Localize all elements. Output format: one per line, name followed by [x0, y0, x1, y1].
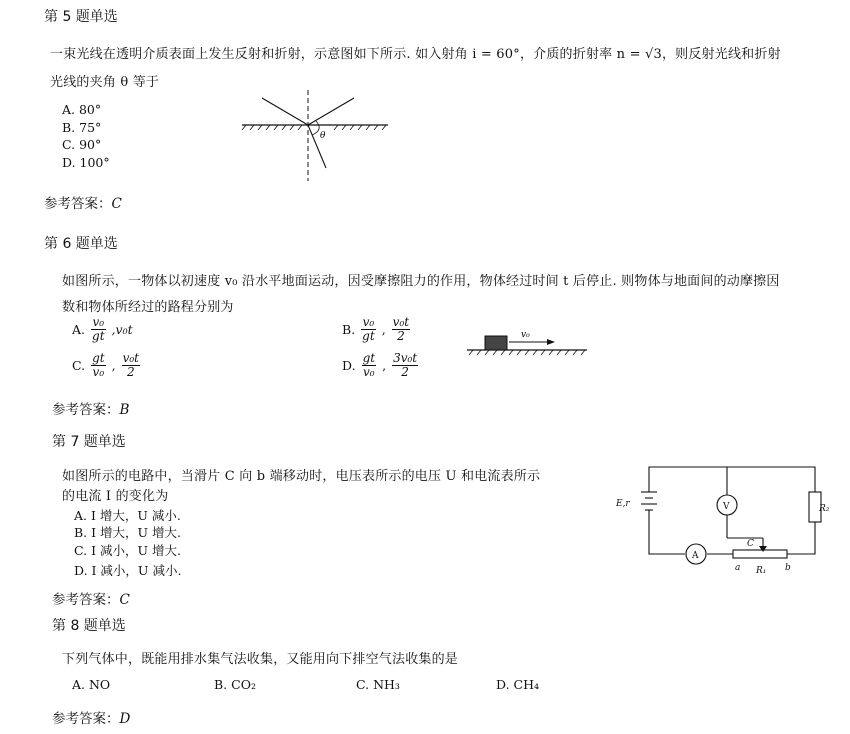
q5-refraction-figure — [240, 88, 390, 183]
q7-option-d: D. I 减小，U 减小. — [74, 563, 182, 578]
q6-option-c-fraction-1: $\frac{gt}{\text{v₀}}$ — [92, 351, 105, 379]
q7-end-b-label: b — [785, 563, 791, 573]
q6-option-c-letter: C. — [72, 358, 86, 373]
q7-option-b: B. I 增大，U 增大. — [74, 525, 182, 540]
q8-answer-value: D — [119, 711, 131, 727]
q6-option-b-letter: B. — [342, 322, 356, 337]
q5-stem-line2: 光线的夹角 θ 等于 — [50, 75, 160, 90]
q7-option-a: A. I 增大，U 减小. — [74, 508, 181, 523]
q8-option-c: C. NH₃ — [356, 677, 400, 692]
q6-header: 第 6 题单选 — [44, 236, 118, 252]
q6-option-b-fraction-1: $\frac{\text{v₀}}{gt}$ — [362, 315, 375, 343]
q5-theta-label: θ — [320, 131, 326, 141]
q6-option-b-fraction-2: $\frac{\text{v₀t}}{2}$ — [392, 315, 410, 343]
q7-voltmeter-label: V — [723, 502, 730, 512]
q5-header: 第 5 题单选 — [44, 9, 118, 25]
q7-source-label: E,r — [616, 499, 630, 509]
q7-ammeter-label: A — [692, 551, 699, 561]
q8-header: 第 8 题单选 — [52, 618, 126, 634]
q8-answer-label: 参考答案： — [52, 711, 120, 727]
q6-option-d-fraction-1: $\frac{gt}{\text{v₀}}$ — [362, 351, 376, 379]
q8-stem-line1: 下列气体中，既能用排水集气法收集，又能用向下排空气法收集的是 — [62, 652, 459, 667]
q7-end-a-label: a — [735, 563, 741, 573]
q7-stem-line1: 如图所示的电路中，当滑片 C 向 b 端移动时，电压表所示的电压 U 和电流表所示 — [62, 469, 541, 484]
q7-answer — [52, 588, 130, 608]
q6-option-a — [72, 316, 133, 343]
q7-r2-label: R₂ — [819, 504, 830, 514]
q7-slider-label: C — [747, 539, 754, 549]
q5-answer-label: 参考答案： — [44, 196, 112, 212]
q7-answer-value: C — [119, 592, 130, 608]
q5-option-b: B. 75° — [62, 120, 102, 135]
q7-header: 第 7 题单选 — [52, 434, 126, 450]
q6-option-a-tail: ,v₀t — [111, 322, 133, 337]
q6-velocity-label: v₀ — [521, 330, 530, 340]
q6-option-d: D. $\frac{gt}{\text{v₀}}$ , $\frac{\text{3v₀t}}{2}$ — [342, 351, 418, 379]
q6-option-b: B. $\frac{\text{v₀}}{gt}$ , $\frac{\text{v₀t}}{2}$ — [342, 315, 410, 343]
q6-answer — [52, 398, 129, 418]
q5-option-a: A. 80° — [62, 102, 102, 117]
q7-option-c: C. I 减小，U 增大. — [74, 543, 181, 558]
q6-answer-label: 参考答案： — [52, 402, 120, 418]
q6-option-d-fraction-2: $\frac{\text{3v₀t}}{2}$ — [393, 351, 418, 379]
q6-block-figure — [465, 326, 590, 366]
q5-option-d: D. 100° — [62, 155, 110, 170]
q7-r1-label: R₁ — [756, 566, 767, 576]
q8-option-a: A. NO — [72, 677, 111, 692]
q6-option-c-fraction-2: $\frac{\text{v₀t}}{2}$ — [122, 351, 140, 379]
q6-stem-line1: 如图所示，一物体以初速度 v₀ 沿水平地面运动，因受摩擦阻力的作用，物体经过时间 t 后停止. 则物体与地面间的动摩擦因 — [62, 274, 780, 289]
q8-answer — [52, 707, 130, 727]
q5-option-c: C. 90° — [62, 137, 102, 152]
q8-option-d: D. CH₄ — [496, 677, 539, 692]
q6-option-c: C. $\frac{gt}{\text{v₀}}$ , $\frac{\text{v₀t}}{2}$ — [72, 351, 140, 379]
q5-answer — [44, 192, 122, 212]
q5-answer-value: C — [111, 196, 122, 212]
q6-stem-line2: 数和物体所经过的路程分别为 — [62, 300, 234, 315]
q6-option-d-letter: D. — [342, 358, 356, 373]
q8-option-b: B. CO₂ — [214, 677, 256, 692]
q5-stem-line1: 一束光线在透明介质表面上发生反射和折射，示意图如下所示. 如入射角 i = 60°，介质的折射率 n = √3，则反射光线和折射 — [50, 47, 781, 62]
q6-answer-value: B — [119, 402, 130, 418]
q6-option-a-fraction: $\frac{\text{v₀}}{gt}$ — [92, 315, 105, 343]
q7-stem-line2: 的电流 I 的变化为 — [62, 489, 169, 504]
q7-answer-label: 参考答案： — [52, 592, 120, 608]
q6-option-a-letter: A. — [72, 322, 86, 337]
q7-circuit-diagram — [615, 462, 835, 580]
